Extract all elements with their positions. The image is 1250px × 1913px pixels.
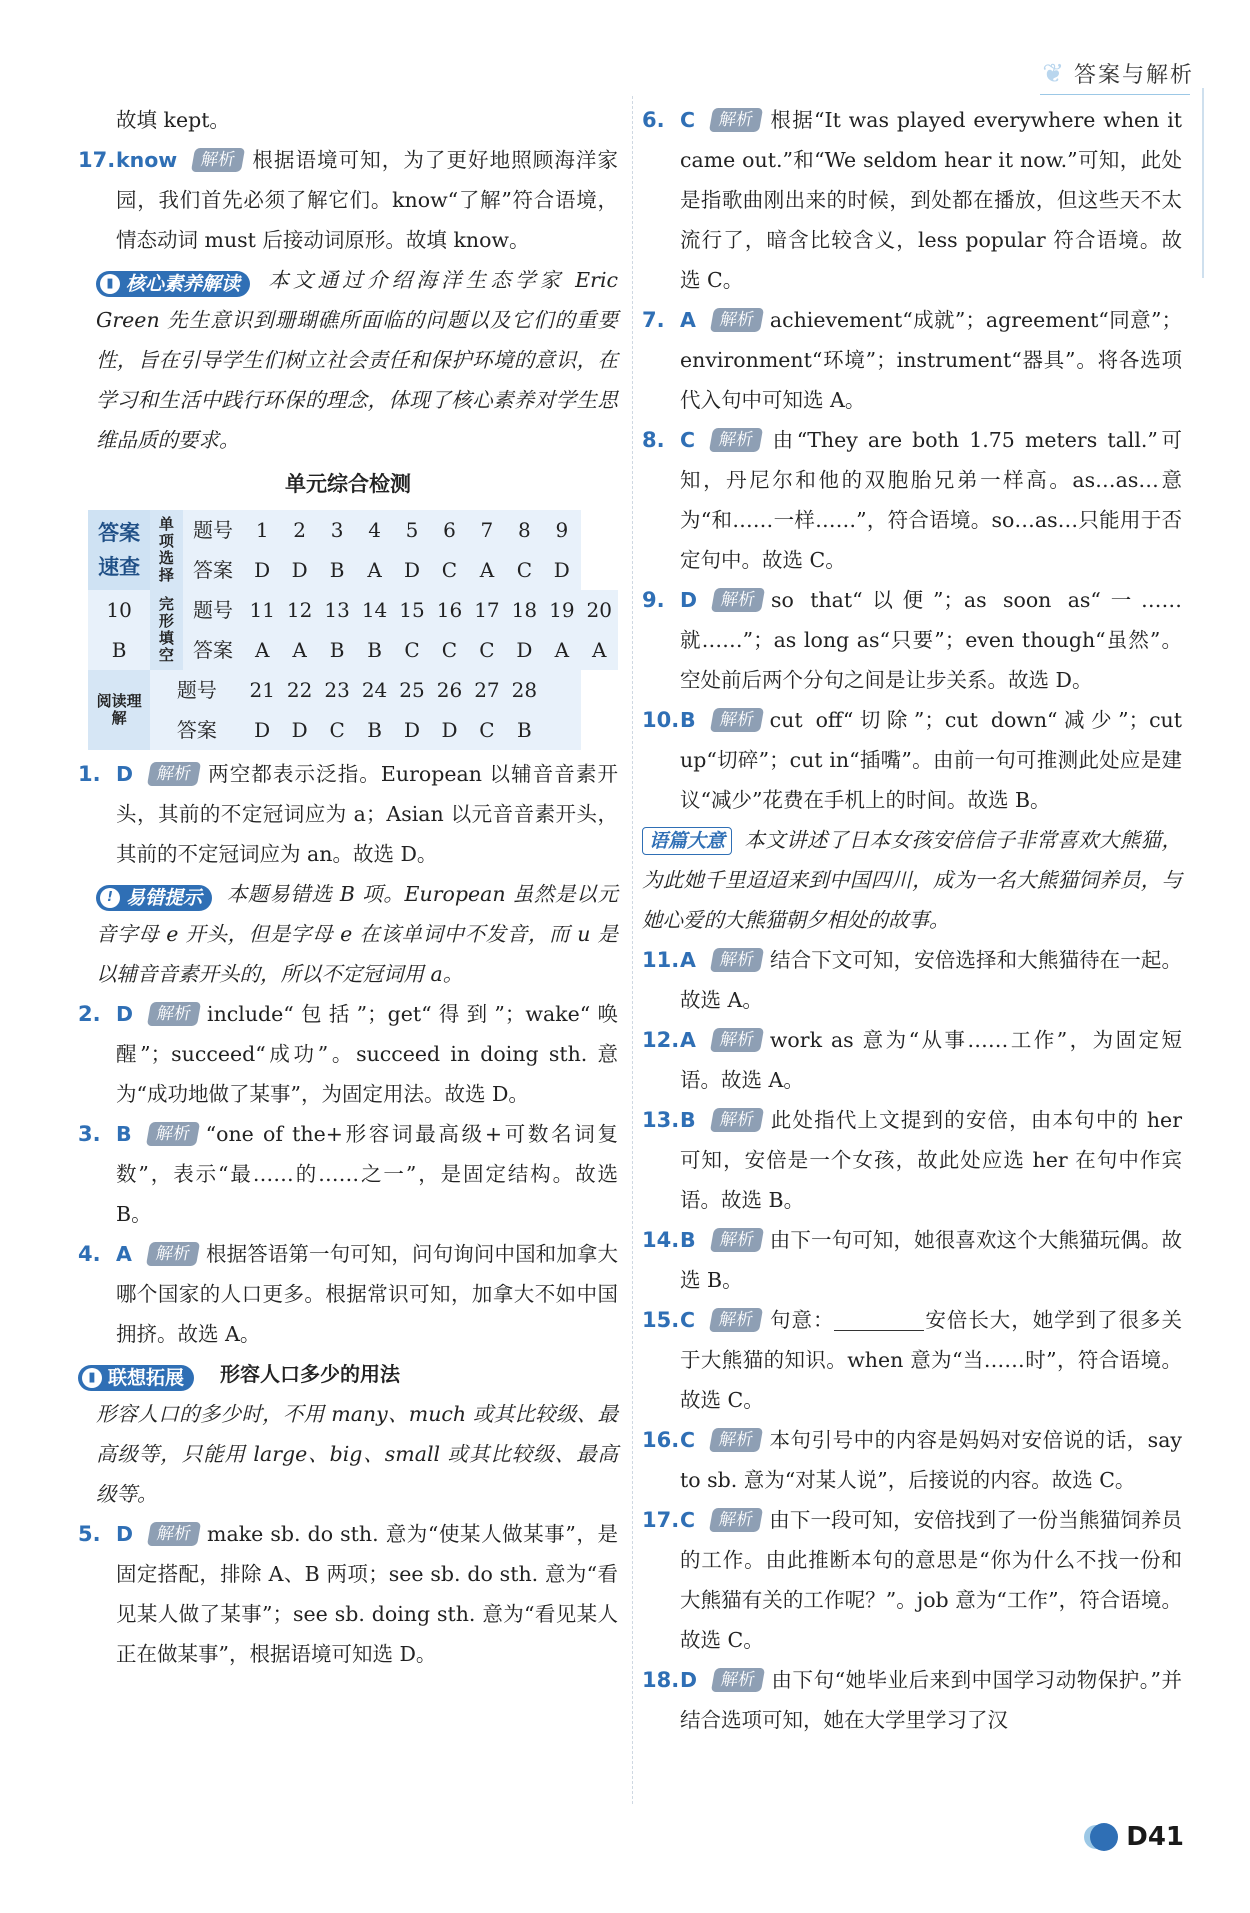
passage-overview-label: 语篇大意 xyxy=(642,827,732,855)
error-tip-label: ! 易错提示 xyxy=(96,885,212,911)
page-number: D41 xyxy=(1126,1822,1184,1852)
answer-item-17 xyxy=(78,140,618,260)
left-column xyxy=(78,100,618,1674)
item-explanation: 根据语境可知，为了更好地照顾海洋家园，我们首先必须了解它们。know“了解”符合语境，情态动词 must 后接动词原形。故填 know。 xyxy=(116,148,618,252)
answer-item-9: 9. D 解析 so that“以便”；as soon as“一……就……”；as long as“只要”；even though“虽然”。空处前后两个分句之间是让步关系。故选 D。 xyxy=(642,588,1182,692)
section-single-choice: 单项选择 xyxy=(150,510,182,590)
item-answer: know xyxy=(116,148,178,172)
answer-item-7: 7. A 解析 achievement“成就”；agreement“同意”；environment“环境”；instrument“器具”。将各选项代入句中可知选 A。 xyxy=(642,308,1182,412)
header-title: 答案与解析 xyxy=(1073,63,1194,88)
page-footer xyxy=(1090,1822,1184,1852)
answer-item-17b: 17. C 解析 由下一段可知，安倍找到了一份当熊猫饲养员的工作。由此推断本句的意思是“你为什么不找一份和大熊猫有关的工作呢？”。job 意为“工作”，符合语境。故选 C。 xyxy=(642,1508,1182,1652)
ans-10: B xyxy=(88,630,150,670)
answer-item-14: 14. B 解析 由下一句可知，她很喜欢这个大熊猫玩偶。故选 B。 xyxy=(642,1228,1182,1292)
qnum-10: 10 xyxy=(88,590,150,630)
answer-item-8: 8. C 解析 由“They are both 1.75 meters tall.”可知，丹尼尔和他的双胞胎兄弟一样高。as…as…意为“和……一样……”，符合语境。so…as…只能用于否定句中。故选 C。 xyxy=(642,428,1182,572)
book-icon: ❦ xyxy=(1042,58,1064,89)
warning-icon: ! xyxy=(100,888,120,908)
core-literacy-note xyxy=(78,260,618,460)
qnum-label: 题号 xyxy=(183,510,244,550)
answer-item-6: 6. C 解析 根据“It was played everywhere when it came out.”和“We seldom hear it now.”可知，此处是指歌曲刚出来的时候，到处都在播放，但这些天不太流行了，暗含比较含义，less popular 符合语境。故选 C。 xyxy=(642,108,1182,292)
answer-item-18: 18. D 解析 由下句“她毕业后来到中国学习动物保护。”并结合选项可知，她在大学里学习了汉 xyxy=(642,1668,1182,1732)
passage-overview xyxy=(642,820,1182,940)
answer-item-12: 12. A 解析 work as 意为“从事……工作”，为固定短语。故选 A。 xyxy=(642,1028,1182,1092)
analysis-badge: 解析 xyxy=(191,148,245,172)
answer-item-16: 16. C 解析 本句引号中的内容是妈妈对安倍说的话，say to sb. 意为“对某人说”，后接说的内容。故选 C。 xyxy=(642,1428,1182,1492)
page-dot-icon xyxy=(1090,1823,1118,1851)
carry-over-text: 故填 kept。 xyxy=(116,108,230,132)
answer-item-11: 11. A 解析 结合下文可知，安倍选择和大熊猫待在一起。故选 A。 xyxy=(642,948,1182,1012)
ans-label: 答案 xyxy=(183,550,244,590)
association-label: ▮ 联想拓展 xyxy=(78,1365,194,1391)
page-header xyxy=(1042,58,1194,89)
answer-item-4: 4. A 解析 根据答语第一句可知，问句询问中国和加拿大哪个国家的人口更多。根据常识可知，加拿大不如中国拥挤。故选 A。 xyxy=(78,1242,618,1346)
core-literacy-label: ▮ 核心素养解读 xyxy=(96,271,250,297)
core-literacy-text: 本文通过介绍海洋生态学家 Eric Green 先生意识到珊瑚礁所面临的问题以及它们的重要性，旨在引导学生们树立社会责任和保护环境的意识，在学习和生活中践行环保的理念，体现了核心素养对学生思维品质的要求。 xyxy=(96,268,618,452)
unit-test-title: 单元综合检测 xyxy=(285,472,411,496)
association-note xyxy=(78,1354,618,1514)
chart-icon: ▮ xyxy=(82,1368,102,1388)
answer-item-1: 1. D 解析 两空都表示泛指。European 以辅音音素开头，其前的不定冠词应为 a；Asian 以元音音素开头，其前的不定冠词应为 an。故选 D。 xyxy=(78,762,618,866)
answer-blank xyxy=(834,1308,924,1331)
answer-item-10: 10. B 解析 cut off“切除”；cut down“减少”；cut up“切碎”；cut in“插嘴”。由前一句可推测此处应是建议“减少”花费在手机上的时间。故选 B。 xyxy=(642,708,1182,812)
analysis-badge: 解析 xyxy=(147,762,201,786)
answer-quick-table: 答案 速查 单项选择 题号 1 2 3 4 5 6 7 8 9 答案 D D B A D C A C D 10 完形填空 题号 11 12 13 14 15 16 17 18 19 20 B 答案 A A B B C C C D A A 阅读理解 题号 21 22 23 24 25 26 27 28 答案 D D C B D D C B xyxy=(88,510,618,750)
answer-item-5: 5. D 解析 make sb. do sth. 意为“使某人做某事”，是固定搭配，排除 A、B 两项；see sb. do sth. 意为“看见某人做了某事”；see sb. doing sth. 意为“看见某人正在做某事”，根据语境可知选 D。 xyxy=(78,1522,618,1666)
answer-item-3: 3. B 解析 “one of the+形容词最高级+可数名词复数”，表示“最……的……之一”，是固定结构。故选 B。 xyxy=(78,1122,618,1226)
passage-overview-text: 本文讲述了日本女孩安倍信子非常喜欢大熊猫，为此她千里迢迢来到中国四川，成为一名大熊猫饲养员，与她心爱的大熊猫朝夕相处的故事。 xyxy=(642,828,1182,932)
table-head: 答案 速查 xyxy=(88,510,150,590)
column-divider xyxy=(632,96,633,1804)
bookmark-decoration xyxy=(1192,88,1204,278)
answer-item-2: 2. D 解析 include“包括”；get“得到”；wake“唤醒”；succeed“成功”。succeed in doing sth. 意为“成功地做了某事”，为固定用法。故选 D。 xyxy=(78,1002,618,1106)
error-tip-note: ! 易错提示 本题易错选 B 项。European 虽然是以元音字母 e 开头，但是字母 e 在该单词中不发音，而 u 是以辅音音素开头的，所以不定冠词用 a。 xyxy=(96,882,618,986)
right-column xyxy=(642,100,1182,1740)
answer-item-15: 15. C 解析 句意： 安倍长大，她学到了很多关于大熊猫的知识。when 意为“当……时”，符合语境。故选 C。 xyxy=(642,1308,1183,1412)
association-title: 形容人口多少的用法 xyxy=(220,1362,401,1386)
answer-item-13: 13. B 解析 此处指代上文提到的安倍，由本句中的 her 可知，安倍是一个女孩，故此处应选 her 在句中作宾语。故选 B。 xyxy=(642,1108,1182,1212)
item-number: 17. xyxy=(78,148,116,172)
chart-icon: ▮ xyxy=(100,274,120,294)
section-reading: 阅读理解 xyxy=(88,670,150,750)
association-text: 形容人口的多少时，不用 many、much 或其比较级、最高级等，只能用 large、big、small 或其比较级、最高级等。 xyxy=(96,1402,618,1506)
section-cloze: 完形填空 xyxy=(150,590,182,670)
header-rule xyxy=(1040,94,1190,95)
